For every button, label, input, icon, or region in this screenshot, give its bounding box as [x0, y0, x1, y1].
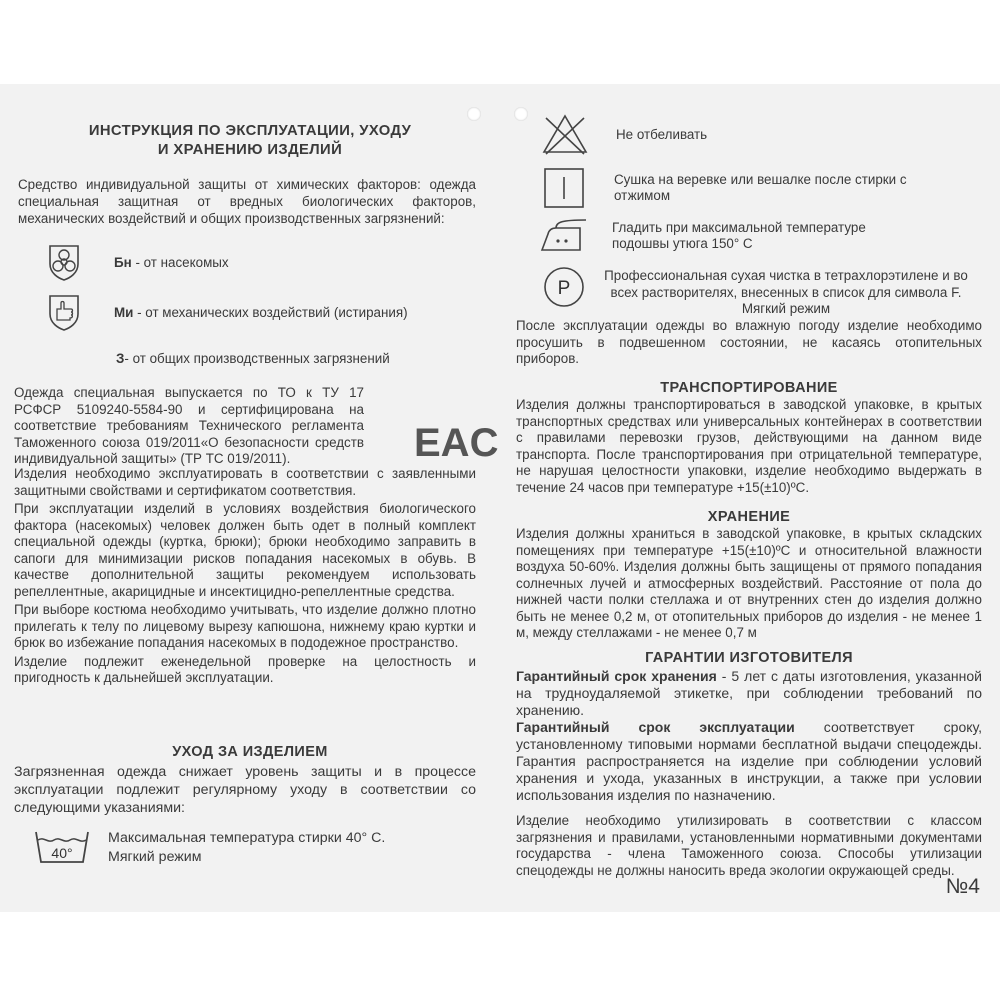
warranty-heading: ГАРАНТИИ ИЗГОТОВИТЕЛЯ — [645, 650, 853, 666]
iron-icon — [538, 216, 594, 256]
usage-paragraph: При эксплуатации изделий в условиях воздействия биологического фактора (насекомых) человек должен быть одет в полный комплект специальной одежды (куртка, брюки); брюки необходимо заправить в сапоги для минимизации рисков попадания насекомых в обувь. В качестве дополнительной защиты рекомендуем использовать репеллентные, акарицидные и инсектицидно-репеллентные средства. — [14, 501, 476, 599]
protection-row-z — [116, 351, 390, 366]
care-heading: УХОД ЗА ИЗДЕЛИЕМ — [172, 744, 328, 760]
biohazard-shield-icon — [44, 242, 84, 282]
document-title — [40, 122, 460, 160]
protection-text: - от насекомых — [131, 254, 229, 270]
hand-shield-icon — [44, 292, 84, 332]
protection-code: Бн — [114, 254, 132, 270]
dry-text: Сушка на веревке или вешалке после стирки с отжимом — [614, 171, 907, 203]
page-number: №4 — [945, 875, 980, 898]
wash-instruction — [34, 828, 385, 868]
dry-clean-instruction — [543, 266, 585, 308]
protection-code: Ми — [114, 304, 134, 320]
punch-hole — [467, 107, 481, 121]
title-line-1: ИНСТРУКЦИЯ ПО ЭКСПЛУАТАЦИИ, УХОДУ — [88, 123, 412, 139]
certification-text — [14, 385, 476, 468]
transport-heading: ТРАНСПОРТИРОВАНИЕ — [660, 380, 838, 396]
line-dry-icon — [542, 166, 586, 210]
protection-text: - от механических воздействий (истирания) — [133, 304, 408, 320]
title-line-2: И ХРАНЕНИЮ ИЗДЕЛИЙ — [157, 142, 343, 158]
dry-clean-p-icon — [543, 266, 585, 308]
warranty-storage-text: - 5 лет с даты изготовления, указанной на трудноудаляемой этикетке, при соблюдении требований по хранению. — [516, 668, 983, 718]
warranty-use-text: соответствует сроку, установленному типовыми нормами бесплатной выдачи спецодежды. Гарантия распространяется на изделие при соблюдении условий хранения и ухода, указанных в инструкции, а также при условии использования изделия по назначению. — [516, 719, 983, 803]
dry-instruction — [542, 166, 954, 210]
intro-text: Средство индивидуальной защиты от химических факторов: одежда специальная защитная от вредных биологических факторов, механических воздействий и общих производственных загрязнений: — [18, 177, 476, 226]
warranty-use-label: Гарантийный срок эксплуатации — [516, 719, 795, 735]
protection-row-mi — [44, 292, 408, 332]
transport-text: Изделия должны транспортироваться в заводской упаковке, в крытых транспортных средствах или универсальных контейнерах в соответствии с правилами перевозки грузов, действующими на данном виде транспорта. После транспортирования при отрицательной температуре, не нарушая целостности упаковки, изделие необходимо выдержать в течение 24 часов при температуре +15(±10)ºС. — [516, 397, 982, 495]
warranty-storage-label: Гарантийный срок хранения — [516, 668, 717, 684]
after-use-text: После эксплуатации одежды во влажную погоду изделие необходимо просушить в подвешенном состоянии, не касаясь отопительных приборов. — [516, 318, 982, 366]
wash-text: Максимальная температура стирки 40° С. — [108, 830, 386, 846]
usage-section — [14, 466, 476, 687]
wash-tub-icon — [34, 828, 90, 868]
care-intro: Загрязненная одежда снижает уровень защиты и в процессе эксплуатации подлежит регулярному уходу в соответствии со следующими указаниями: — [14, 764, 476, 816]
eac-mark — [414, 420, 499, 465]
dry-clean-letter: P — [557, 278, 571, 299]
certification-body: Одежда специальная выпускается по ТО к ТУ 17 РСФСР 5109240-5584-90 и сертифицирована на соответствие требованиям Технического регламента Таможенного союза 019/2011«О безопасности средств индивидуальной защиты» (ТР ТС 019/2011). — [14, 385, 364, 466]
wash-temp-label: 40° — [51, 845, 73, 861]
eac-mark-text: EAC — [414, 421, 499, 465]
protection-code: З — [116, 351, 125, 366]
usage-paragraph: Изделия необходимо эксплуатировать в соответствии с заявленными защитными свойствами и сертификатом соответствия. — [14, 466, 476, 498]
iron-text: Гладить при максимальной температуре подошвы утюга 150° С — [612, 219, 866, 251]
wash-mode-text: Мягкий режим — [108, 849, 202, 865]
punch-hole — [514, 107, 528, 121]
usage-paragraph: Изделие подлежит еженедельной проверке на целостность и пригодность к дальнейшей эксплуатации. — [14, 653, 476, 685]
protection-text: - от общих производственных загрязнений — [124, 351, 390, 366]
iron-instruction — [538, 216, 912, 256]
disposal-text: Изделие необходимо утилизировать в соответствии с классом загрязнения и правилами, установленными нормативными документами государства - члена Таможенного союза. Способы утилизации спецодежды не должны наносить вреда экологии окружающей среды. — [516, 813, 982, 878]
protection-row-bn — [44, 242, 229, 282]
warranty-section — [516, 668, 982, 804]
storage-heading: ХРАНЕНИЕ — [707, 509, 791, 525]
storage-text: Изделия должны храниться в заводской упаковке, в крытых складских помещениях при температуре +15(±10)ºС и относительной влажности воздуха 50-60%. Изделия должны быть защищены от прямого попадания солнечных лучей и атмосферных воздействий. Расстояние от пола до нижней части полки стеллажа и от внутренних стен до изделия должно быть не менее 0,2 м, от отопительных приборов до изделия - не менее 1 м, между стеллажами - не менее 0,7 м — [516, 526, 982, 640]
no-bleach-text: Не отбеливать — [616, 126, 708, 142]
no-bleach-instruction — [540, 112, 707, 156]
no-bleach-icon — [540, 112, 590, 156]
dry-clean-text: Профессиональная сухая чистка в тетрахлорэтилене и во всех растворителях, внесенных в список для символа F. Мягкий режим — [604, 268, 968, 316]
usage-paragraph: При выборе костюма необходимо учитывать, что изделие должно плотно прилегать к телу по лицевому вырезу капюшона, нижнему краю куртки и брюк во избежание попадания насекомых в пододежное пространство. — [14, 602, 476, 650]
